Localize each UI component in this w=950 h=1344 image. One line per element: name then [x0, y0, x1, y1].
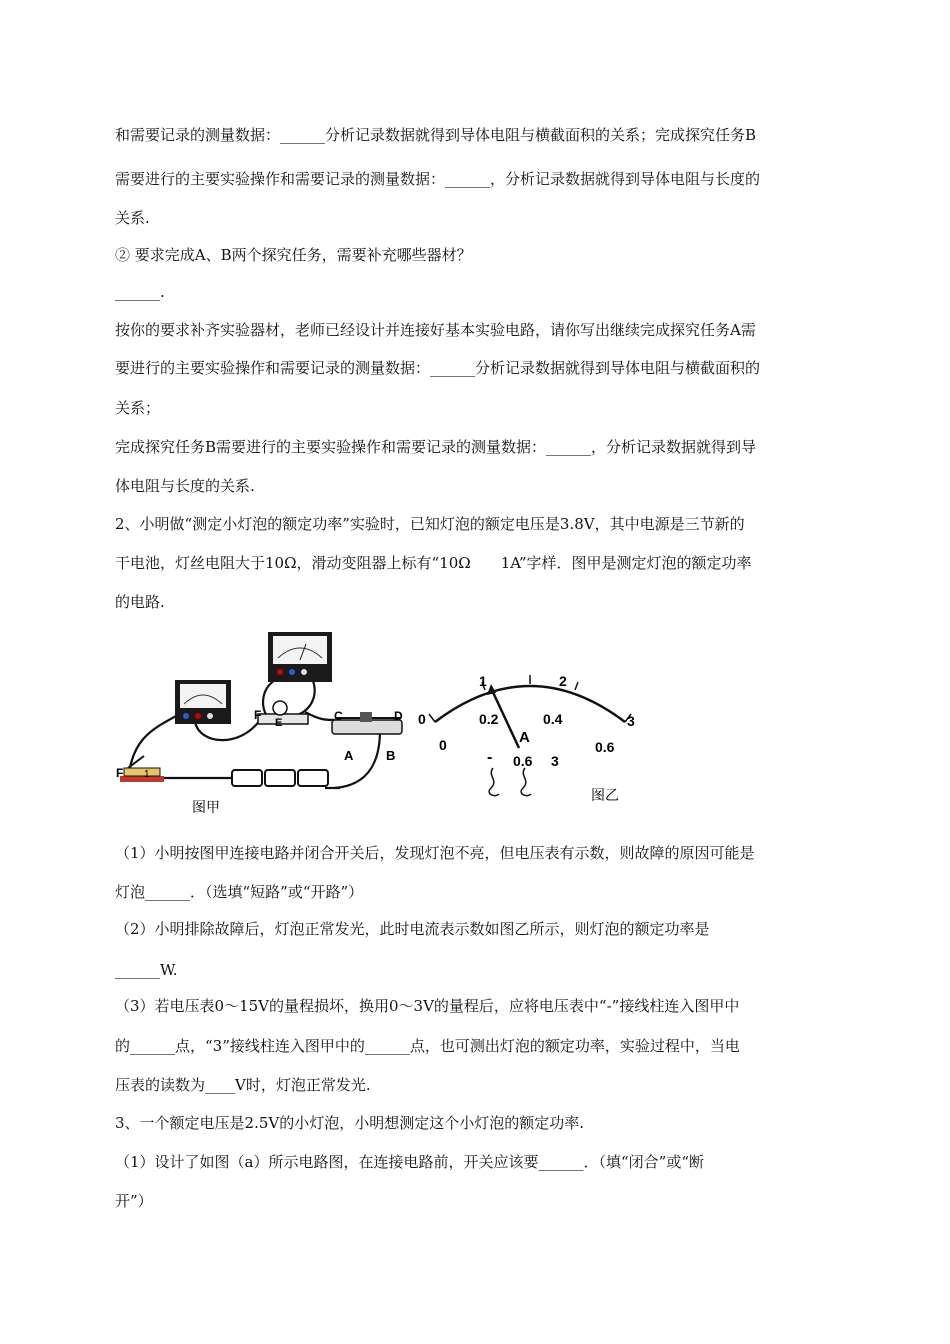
- figure-circuit-jia: [110, 620, 430, 820]
- label-switch: 1: [144, 769, 150, 780]
- caption-yi: 图乙: [591, 787, 619, 803]
- text-line-20: 压表的读数为____V时，灯泡正常发光.: [115, 1076, 371, 1094]
- ammeter-icon: [175, 680, 231, 724]
- text-line-19: 的______点，“3”接线柱连入图甲中的______点，也可测出灯泡的额定功率，实验过程中，当电: [115, 1037, 740, 1055]
- text-line-18: （3）若电压表0～15V的量程损坏，换用0～3V的量程后，应将电压表中“-”接线柱连入图甲中: [115, 997, 740, 1015]
- text-line-14: （1）小明按图甲连接电路并闭合开关后，发现灯泡不亮，但电压表有示数，则故障的原因可能是: [115, 844, 755, 862]
- scale-bottom-2: 0.4: [543, 711, 563, 727]
- text-line-15: 灯泡______．（选填“短路”或“开路”）: [115, 883, 364, 901]
- voltmeter-icon: [268, 632, 332, 682]
- figure-ammeter-yi: [415, 662, 655, 812]
- text-line-11: 2、小明做“测定小灯泡的额定功率”实验时，已知灯泡的额定电压是3.8V，其中电源是三节新的: [115, 515, 745, 533]
- terminal-minus: -: [487, 749, 493, 766]
- scale-bottom-1: 0.2: [479, 711, 499, 727]
- text-line-2: 需要进行的主要实验操作和需要记录的测量数据：______，分析记录数据就得到导体电阻与长度的: [115, 170, 761, 188]
- label-a: A: [344, 748, 354, 763]
- text-line-3: 关系.: [115, 209, 150, 227]
- text-line-22: （1）设计了如图（a）所示电路图，在连接电路前，开关应该要______．（填“闭合”或“断: [115, 1153, 704, 1171]
- scale-top-3: 3: [627, 713, 635, 729]
- text-line-1: 和需要记录的测量数据：______分析记录数据就得到导体电阻与横截面积的关系；完成探究任务B: [115, 126, 757, 144]
- text-line-12: 干电池，灯丝电阻大于10Ω，滑动变阻器上标有“10Ω 1A”字样．图甲是测定灯泡的额定功率: [115, 554, 752, 572]
- label-f-bottom: F: [116, 766, 124, 780]
- caption-jia: 图甲: [192, 799, 220, 815]
- text-line-7: 要进行的主要实验操作和需要记录的测量数据：______分析记录数据就得到导体电阻与横截面积的: [115, 359, 761, 377]
- scale-top-2: 2: [559, 673, 567, 689]
- switch-icon: [120, 756, 164, 782]
- text-line-8: 关系；: [115, 399, 161, 417]
- terminal-3: 3: [551, 753, 559, 769]
- text-line-13: 的电路.: [115, 593, 165, 611]
- text-line-23: 开”）: [115, 1192, 153, 1210]
- label-e: E: [275, 717, 283, 729]
- scale-bottom-3: 0.6: [595, 739, 615, 755]
- text-line-21: 3、一个额定电压是2.5V的小灯泡，小明想测定这个小灯泡的额定功率.: [115, 1114, 585, 1132]
- scale-top-1: 1: [479, 673, 487, 689]
- label-f-top: F: [254, 708, 262, 722]
- scale-top-0: 0: [418, 711, 426, 727]
- text-line-10: 体电阻与长度的关系.: [115, 477, 255, 495]
- terminal-0-6: 0.6: [513, 753, 533, 769]
- text-line-17: ______W.: [115, 961, 178, 979]
- label-c: C: [334, 709, 343, 723]
- text-line-9: 完成探究任务B需要进行的主要实验操作和需要记录的测量数据：______，分析记录数据就得到导: [115, 438, 757, 456]
- text-line-16: （2）小明排除故障后，灯泡正常发光，此时电流表示数如图乙所示，则灯泡的额定功率是: [115, 920, 710, 938]
- scale-bottom-0: 0: [439, 737, 447, 753]
- unit-label: A: [519, 729, 530, 746]
- text-line-6: 按你的要求补齐实验器材，老师已经设计并连接好基本实验电路，请你写出继续完成探究任务A需: [115, 321, 756, 339]
- text-line-4: ② 要求完成A、B两个探究任务，需要补充哪些器材？: [115, 246, 472, 264]
- label-d: D: [394, 709, 403, 723]
- battery-icon: [232, 770, 328, 786]
- dial-scale-arc: [435, 686, 625, 722]
- label-b: B: [386, 748, 396, 763]
- text-line-5: ______.: [115, 283, 165, 301]
